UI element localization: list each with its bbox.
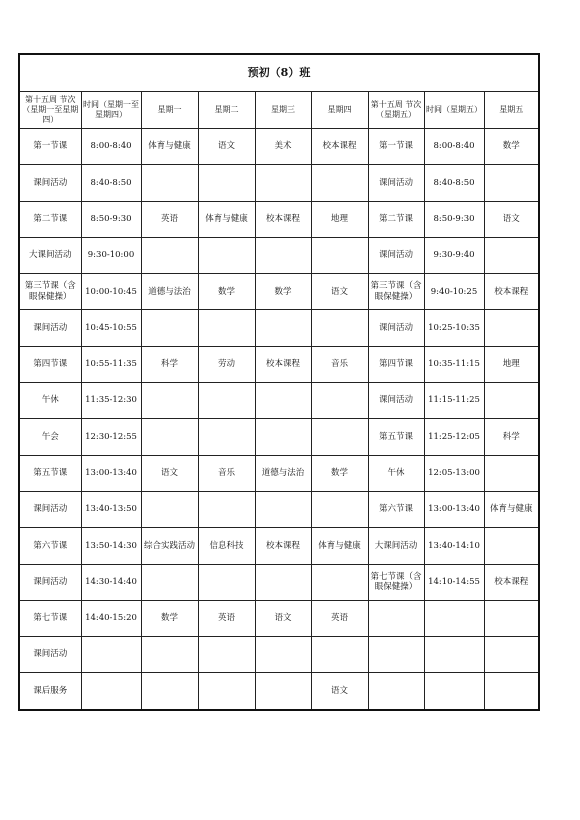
column-header: 星期二: [198, 92, 255, 129]
monday-cell: [141, 491, 198, 527]
wednesday-cell: 校本课程: [255, 201, 311, 237]
thursday-cell: [311, 491, 368, 527]
tuesday-cell: [198, 491, 255, 527]
column-header: 星期四: [311, 92, 368, 129]
monday-cell: 英语: [141, 201, 198, 237]
friday-time-cell: 11:15-11:25: [424, 383, 484, 419]
monday-cell: [141, 165, 198, 201]
friday-time-cell: 12:05-13:00: [424, 455, 484, 491]
column-header: 第十五周 节次（星期五）: [368, 92, 424, 129]
friday-cell: 校本课程: [484, 274, 539, 310]
friday-time-cell: 14:10-14:55: [424, 564, 484, 600]
table-row: [19, 455, 539, 491]
friday-cell: [484, 310, 539, 346]
wednesday-cell: [255, 491, 311, 527]
time-cell: 8:40-8:50: [81, 165, 141, 201]
wednesday-cell: [255, 673, 311, 710]
time-cell: 14:40-15:20: [81, 600, 141, 636]
column-header: 时间（星期一至星期四）: [81, 92, 141, 129]
friday-period-cell: 第四节课: [368, 346, 424, 382]
friday-cell: [484, 528, 539, 564]
friday-period-cell: 第六节课: [368, 491, 424, 527]
friday-period-cell: 课间活动: [368, 237, 424, 273]
tuesday-cell: [198, 383, 255, 419]
wednesday-cell: [255, 165, 311, 201]
friday-period-cell: 第一节课: [368, 129, 424, 165]
tuesday-cell: 劳动: [198, 346, 255, 382]
friday-time-cell: 13:40-14:10: [424, 528, 484, 564]
period-cell: 午会: [19, 419, 81, 455]
wednesday-cell: [255, 419, 311, 455]
thursday-cell: [311, 383, 368, 419]
thursday-cell: 语文: [311, 673, 368, 710]
wednesday-cell: [255, 637, 311, 673]
time-cell: 12:30-12:55: [81, 419, 141, 455]
tuesday-cell: 英语: [198, 600, 255, 636]
period-cell: 课间活动: [19, 310, 81, 346]
friday-cell: [484, 637, 539, 673]
thursday-cell: 校本课程: [311, 129, 368, 165]
wednesday-cell: 语文: [255, 600, 311, 636]
period-cell: 第二节课: [19, 201, 81, 237]
friday-cell: [484, 455, 539, 491]
tuesday-cell: [198, 165, 255, 201]
friday-cell: 校本课程: [484, 564, 539, 600]
thursday-cell: [311, 310, 368, 346]
friday-period-cell: [368, 637, 424, 673]
tuesday-cell: 语文: [198, 129, 255, 165]
friday-cell: [484, 383, 539, 419]
period-cell: 午休: [19, 383, 81, 419]
period-cell: 第四节课: [19, 346, 81, 382]
friday-cell: [484, 237, 539, 273]
friday-time-cell: 8:40-8:50: [424, 165, 484, 201]
wednesday-cell: 校本课程: [255, 346, 311, 382]
period-cell: 课后服务: [19, 673, 81, 710]
friday-time-cell: 13:00-13:40: [424, 491, 484, 527]
time-cell: 9:30-10:00: [81, 237, 141, 273]
friday-time-cell: 10:25-10:35: [424, 310, 484, 346]
timetable: [18, 53, 540, 711]
time-cell: 10:55-11:35: [81, 346, 141, 382]
thursday-cell: [311, 419, 368, 455]
column-header: 星期一: [141, 92, 198, 129]
friday-cell: [484, 165, 539, 201]
time-cell: [81, 673, 141, 710]
table-row: [19, 673, 539, 710]
friday-cell: [484, 673, 539, 710]
wednesday-cell: [255, 310, 311, 346]
monday-cell: 科学: [141, 346, 198, 382]
friday-time-cell: 9:40-10:25: [424, 274, 484, 310]
wednesday-cell: [255, 383, 311, 419]
table-row: [19, 600, 539, 636]
time-cell: 14:30-14:40: [81, 564, 141, 600]
thursday-cell: [311, 165, 368, 201]
class-title: 预初（8）班: [19, 54, 539, 92]
thursday-cell: 体育与健康: [311, 528, 368, 564]
monday-cell: 体育与健康: [141, 129, 198, 165]
friday-cell: 数学: [484, 129, 539, 165]
friday-period-cell: 课间活动: [368, 383, 424, 419]
tuesday-cell: 音乐: [198, 455, 255, 491]
table-row: [19, 346, 539, 382]
thursday-cell: 语文: [311, 274, 368, 310]
friday-time-cell: 8:00-8:40: [424, 129, 484, 165]
wednesday-cell: [255, 237, 311, 273]
time-cell: [81, 637, 141, 673]
friday-period-cell: 第七节课（含眼保健操）: [368, 564, 424, 600]
friday-cell: 语文: [484, 201, 539, 237]
monday-cell: [141, 237, 198, 273]
tuesday-cell: [198, 673, 255, 710]
monday-cell: [141, 673, 198, 710]
table-row: [19, 274, 539, 310]
wednesday-cell: 数学: [255, 274, 311, 310]
tuesday-cell: 信息科技: [198, 528, 255, 564]
title-row: [19, 54, 539, 92]
monday-cell: [141, 637, 198, 673]
time-cell: 8:50-9:30: [81, 201, 141, 237]
friday-time-cell: [424, 637, 484, 673]
friday-period-cell: [368, 600, 424, 636]
monday-cell: 数学: [141, 600, 198, 636]
tuesday-cell: [198, 637, 255, 673]
friday-period-cell: 课间活动: [368, 310, 424, 346]
column-header: 星期三: [255, 92, 311, 129]
friday-cell: [484, 600, 539, 636]
column-header: 第十五周 节次（星期一至星期四）: [19, 92, 81, 129]
tuesday-cell: [198, 310, 255, 346]
table-row: [19, 419, 539, 455]
table-row: [19, 310, 539, 346]
monday-cell: 综合实践活动: [141, 528, 198, 564]
friday-cell: 体育与健康: [484, 491, 539, 527]
wednesday-cell: [255, 564, 311, 600]
wednesday-cell: 校本课程: [255, 528, 311, 564]
friday-time-cell: 10:35-11:15: [424, 346, 484, 382]
friday-time-cell: [424, 673, 484, 710]
tuesday-cell: [198, 419, 255, 455]
thursday-cell: 地理: [311, 201, 368, 237]
period-cell: 第六节课: [19, 528, 81, 564]
table-row: [19, 564, 539, 600]
monday-cell: 语文: [141, 455, 198, 491]
thursday-cell: [311, 637, 368, 673]
table-row: [19, 528, 539, 564]
friday-period-cell: 第二节课: [368, 201, 424, 237]
period-cell: 课间活动: [19, 564, 81, 600]
header-row: [19, 92, 539, 129]
tuesday-cell: [198, 564, 255, 600]
period-cell: 课间活动: [19, 165, 81, 201]
wednesday-cell: 美术: [255, 129, 311, 165]
friday-time-cell: 9:30-9:40: [424, 237, 484, 273]
monday-cell: [141, 419, 198, 455]
time-cell: 10:00-10:45: [81, 274, 141, 310]
time-cell: 11:35-12:30: [81, 383, 141, 419]
thursday-cell: [311, 564, 368, 600]
column-header: 星期五: [484, 92, 539, 129]
tuesday-cell: 数学: [198, 274, 255, 310]
friday-time-cell: 8:50-9:30: [424, 201, 484, 237]
friday-period-cell: 第三节课（含眼保健操）: [368, 274, 424, 310]
friday-period-cell: 第五节课: [368, 419, 424, 455]
tuesday-cell: [198, 237, 255, 273]
time-cell: 13:00-13:40: [81, 455, 141, 491]
table-row: [19, 165, 539, 201]
monday-cell: 道德与法治: [141, 274, 198, 310]
thursday-cell: 英语: [311, 600, 368, 636]
column-header: 时间（星期五）: [424, 92, 484, 129]
table-row: [19, 237, 539, 273]
table-row: [19, 201, 539, 237]
period-cell: 第七节课: [19, 600, 81, 636]
friday-period-cell: 大课间活动: [368, 528, 424, 564]
period-cell: 大课间活动: [19, 237, 81, 273]
table-row: [19, 491, 539, 527]
period-cell: 第三节课（含眼保健操）: [19, 274, 81, 310]
period-cell: 第一节课: [19, 129, 81, 165]
period-cell: 课间活动: [19, 637, 81, 673]
friday-period-cell: [368, 673, 424, 710]
thursday-cell: [311, 237, 368, 273]
time-cell: 13:40-13:50: [81, 491, 141, 527]
friday-period-cell: 午休: [368, 455, 424, 491]
friday-time-cell: [424, 600, 484, 636]
monday-cell: [141, 383, 198, 419]
timetable-sheet: [18, 53, 538, 711]
thursday-cell: 音乐: [311, 346, 368, 382]
monday-cell: [141, 564, 198, 600]
table-row: [19, 383, 539, 419]
time-cell: 10:45-10:55: [81, 310, 141, 346]
friday-period-cell: 课间活动: [368, 165, 424, 201]
period-cell: 第五节课: [19, 455, 81, 491]
time-cell: 13:50-14:30: [81, 528, 141, 564]
friday-time-cell: 11:25-12:05: [424, 419, 484, 455]
period-cell: 课间活动: [19, 491, 81, 527]
monday-cell: [141, 310, 198, 346]
friday-cell: 地理: [484, 346, 539, 382]
table-row: [19, 637, 539, 673]
tuesday-cell: 体育与健康: [198, 201, 255, 237]
thursday-cell: 数学: [311, 455, 368, 491]
time-cell: 8:00-8:40: [81, 129, 141, 165]
table-row: [19, 129, 539, 165]
friday-cell: 科学: [484, 419, 539, 455]
wednesday-cell: 道德与法治: [255, 455, 311, 491]
